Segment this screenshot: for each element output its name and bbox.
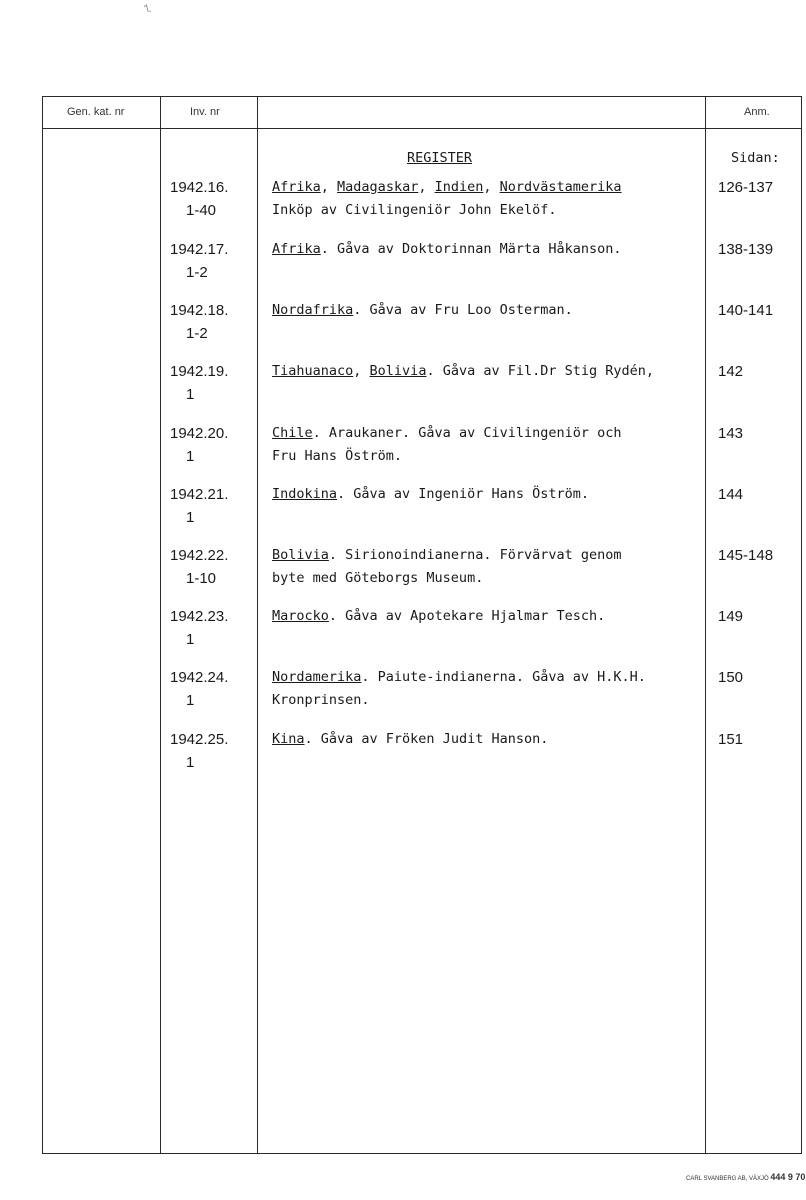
- entry-inv-number: [170, 176, 228, 222]
- entry-text: . Gåva av Ingeniör Hans Öström.: [337, 486, 589, 502]
- entry-description-line1: [272, 360, 654, 383]
- entry-description-line1: [272, 483, 589, 506]
- entry-inv-range: 1-10: [186, 570, 217, 587]
- entry-text: . Gåva av Doktorinnan Märta Håkanson.: [320, 241, 622, 257]
- entry-inv-number: [170, 728, 228, 774]
- entry-inv-year: 1942.24.: [170, 669, 229, 686]
- entry-text: ,: [353, 363, 370, 379]
- entry-description: [272, 299, 573, 322]
- column-divider-gen-kat: [160, 96, 161, 1154]
- entry-pages: 150: [718, 669, 744, 686]
- column-divider-inv: [257, 96, 258, 1154]
- entry-description: [272, 176, 622, 222]
- entry-description-line1: [272, 544, 622, 567]
- form-number: 444 9 70: [770, 1172, 806, 1182]
- entry-inv-range: 1: [186, 509, 195, 526]
- column-divider-anm: [705, 96, 706, 1154]
- entry-pages: 126-137: [718, 179, 774, 196]
- entry-pages: 144: [718, 486, 744, 503]
- column-header-anm: Anm.: [744, 106, 770, 118]
- entry-text: . Gåva av Fil.Dr Stig Rydén,: [426, 363, 655, 379]
- entry-inv-number: [170, 238, 228, 284]
- sidan-label: Sidan:: [731, 150, 780, 166]
- entry-place-name: Nordafrika: [272, 302, 354, 318]
- entry-inv-range: 1-40: [186, 202, 217, 219]
- entry-inv-number: [170, 483, 228, 529]
- entry-place-name: Indokina: [272, 486, 338, 502]
- entry-description-line1: [272, 728, 548, 751]
- entry-pages: 145-148: [718, 547, 774, 564]
- column-header-inv-nr: Inv. nr: [190, 106, 220, 118]
- entry-inv-range: 1: [186, 754, 195, 771]
- entry-pages: 140-141: [718, 302, 774, 319]
- entry-description-line1: [272, 605, 605, 628]
- entry-place-name: Bolivia: [272, 547, 329, 563]
- entry-description: [272, 728, 548, 751]
- entry-text: . Gåva av Fröken Judit Hanson.: [304, 731, 549, 747]
- entry-description: [272, 360, 654, 383]
- header-divider: [42, 128, 802, 129]
- entry-place-name: Afrika: [272, 179, 321, 195]
- entry-inv-number: [170, 544, 228, 590]
- entry-place-name: Bolivia: [369, 363, 427, 379]
- entry-description: [272, 422, 622, 468]
- entry-place-name: Tiahuanaco: [272, 363, 354, 379]
- entry-text: . Gåva av Apotekare Hjalmar Tesch.: [328, 608, 606, 624]
- entry-inv-year: 1942.17.: [170, 241, 229, 258]
- entry-text: ,: [483, 179, 500, 195]
- entry-description: [272, 666, 646, 712]
- printer-name: CARL SVANBERG AB, VÄXJÖ: [686, 1176, 769, 1182]
- entry-place-name: Marocko: [272, 608, 329, 624]
- entry-pages: 151: [718, 731, 744, 748]
- entry-text: . Gåva av Fru Loo Osterman.: [353, 302, 573, 318]
- entry-inv-range: 1: [186, 631, 195, 648]
- entry-description-line1: [272, 666, 646, 689]
- entry-inv-year: 1942.18.: [170, 302, 229, 319]
- entry-description-line2: Kronprinsen.: [272, 692, 370, 708]
- entry-description-line1: [272, 422, 622, 445]
- entry-inv-range: 1-2: [186, 325, 208, 342]
- entry-place-name: Nordamerika: [272, 669, 362, 685]
- entry-pages: 142: [718, 363, 744, 380]
- entry-text: . Araukaner. Gåva av Civilingeniör och: [312, 425, 622, 441]
- entry-inv-number: [170, 666, 228, 712]
- entry-place-name: Kina: [272, 731, 305, 747]
- entry-inv-number: [170, 360, 228, 406]
- entry-text: ,: [320, 179, 338, 195]
- register-title: REGISTER: [407, 150, 473, 166]
- entry-description-line2: Inköp av Civilingeniör John Ekelöf.: [272, 202, 557, 218]
- entry-inv-range: 1-2: [186, 264, 208, 281]
- entry-pages: 149: [718, 608, 744, 625]
- entry-text: . Sirionoindianerna. Förvärvat genom: [328, 547, 622, 563]
- column-header-gen-kat-nr: Gen. kat. nr: [67, 106, 125, 118]
- entry-pages: 138-139: [718, 241, 774, 258]
- printer-footer: [686, 1172, 805, 1182]
- entry-description: [272, 605, 605, 628]
- entry-description-line2: byte med Göteborgs Museum.: [272, 570, 484, 586]
- entry-inv-year: 1942.20.: [170, 425, 229, 442]
- entry-description-line1: [272, 299, 573, 322]
- entry-description-line1: [272, 238, 622, 261]
- entry-inv-range: 1: [186, 448, 195, 465]
- entry-inv-year: 1942.16.: [170, 179, 229, 196]
- entry-description: [272, 544, 622, 590]
- entry-inv-range: 1: [186, 692, 195, 709]
- entry-text: ,: [418, 179, 435, 195]
- entry-inv-range: 1: [186, 386, 195, 403]
- entry-description: [272, 238, 622, 261]
- entry-inv-year: 1942.22.: [170, 547, 229, 564]
- entry-inv-year: 1942.21.: [170, 486, 229, 503]
- entry-inv-number: [170, 605, 228, 651]
- entry-inv-year: 1942.25.: [170, 731, 229, 748]
- entry-inv-year: 1942.19.: [170, 363, 229, 380]
- entry-inv-number: [170, 299, 228, 345]
- entry-description-line1: [272, 176, 622, 199]
- scan-mark: '\.: [144, 4, 152, 15]
- entry-description-line2: Fru Hans Öström.: [272, 448, 403, 464]
- entry-place-name: Afrika: [272, 241, 321, 257]
- entry-place-name: Nordvästamerika: [499, 179, 622, 195]
- entry-text: . Paiute-indianerna. Gåva av H.K.H.: [361, 669, 646, 685]
- entry-inv-number: [170, 422, 228, 468]
- entry-place-name: Madagaskar: [337, 179, 419, 195]
- entry-place-name: Indien: [434, 179, 484, 195]
- entry-pages: 143: [718, 425, 744, 442]
- entry-inv-year: 1942.23.: [170, 608, 229, 625]
- entry-description: [272, 483, 589, 506]
- entry-place-name: Chile: [272, 425, 313, 441]
